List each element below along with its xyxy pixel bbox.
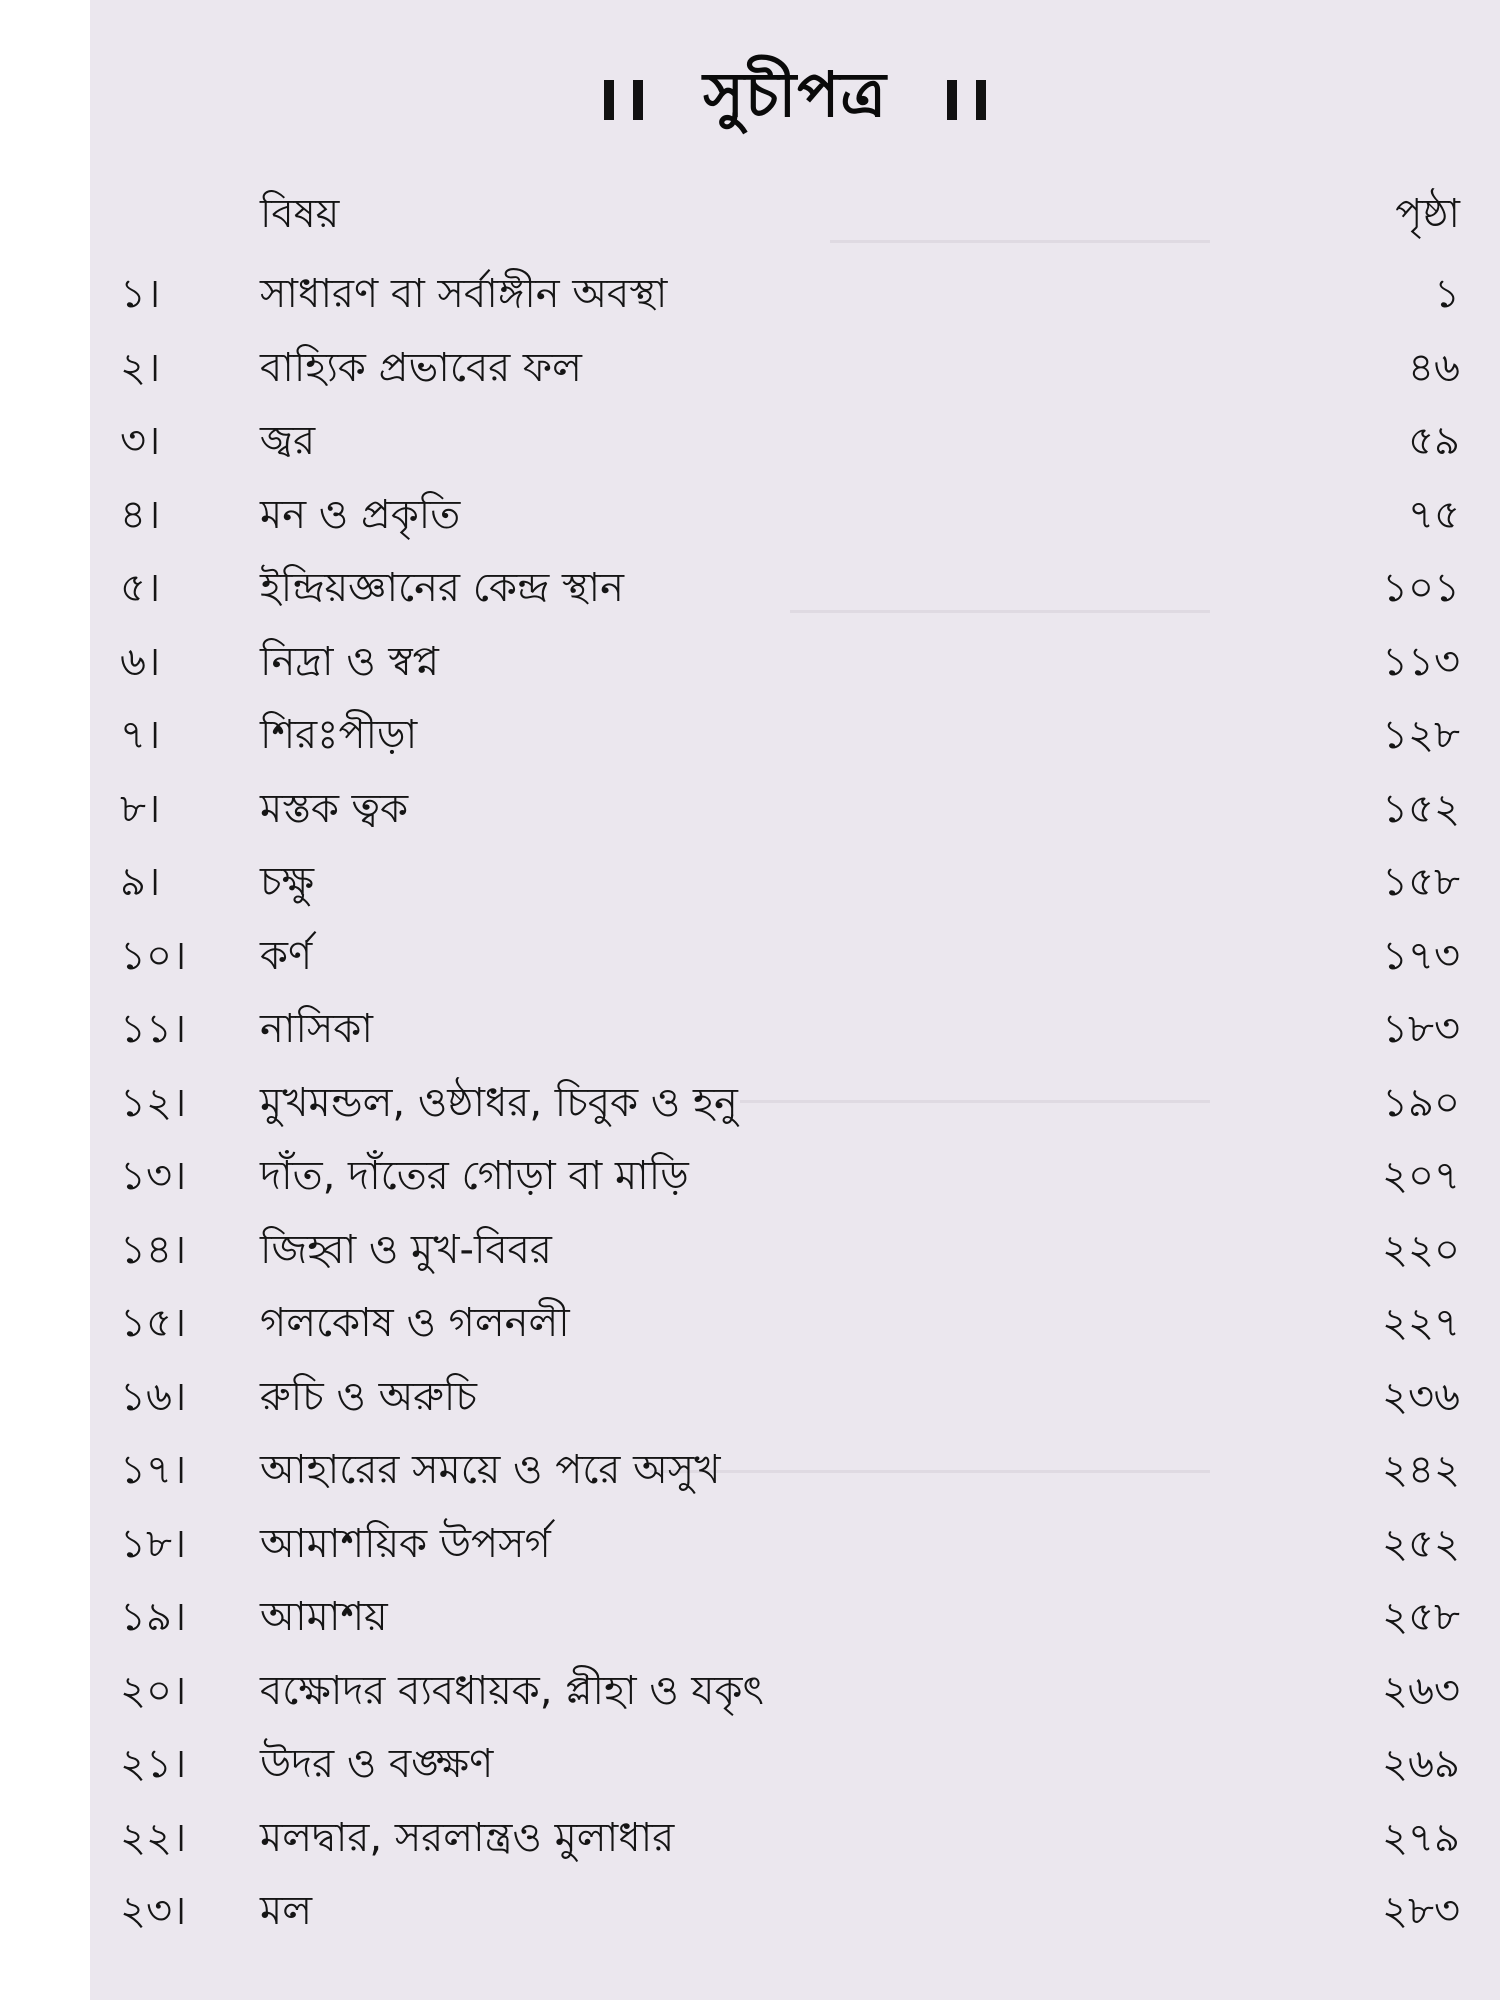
entry-page-number: ২২০ xyxy=(1381,1226,1460,1273)
entry-page-number: ১৭৩ xyxy=(1382,932,1460,979)
page-title-wrap xyxy=(90,48,1500,131)
entry-number: ৯। xyxy=(120,859,161,905)
entry-page-number: ১২৮ xyxy=(1382,712,1460,758)
page-title: সুচীপত্র xyxy=(703,58,887,131)
entry-page-number: ২৭৯ xyxy=(1382,1814,1460,1861)
entry-page-number: ২৬৯ xyxy=(1382,1741,1460,1787)
entry-number: ১০। xyxy=(120,932,187,979)
entry-label: গলকোষ ও গলনলী xyxy=(260,1300,570,1346)
entry-label: উদর ও বঙ্ক্ষণ xyxy=(260,1741,494,1787)
entry-label: আহারের সময়ে ও পরে অসুখ xyxy=(260,1447,721,1493)
entry-label: সাধারণ বা সর্বাঙ্গীন অবস্থা xyxy=(260,271,668,317)
entry-number: ২৩। xyxy=(120,1888,187,1934)
left-margin xyxy=(0,0,90,2000)
entry-label: শিরঃপীড়া xyxy=(260,712,418,758)
entry-label: মস্তক ত্বক xyxy=(260,785,409,832)
entry-page-number: ১৯০ xyxy=(1382,1079,1460,1126)
toc-entry xyxy=(90,1585,1500,1659)
toc-entry xyxy=(90,1218,1500,1292)
table-of-contents xyxy=(90,262,1500,1953)
page-column-header: পৃষ্ঠা xyxy=(1395,191,1460,237)
toc-entry xyxy=(90,1291,1500,1365)
entry-page-number: ২৫২ xyxy=(1382,1520,1460,1567)
entry-label: মুখমন্ডল, ওষ্ঠাধর, চিবুক ও হনু xyxy=(260,1079,738,1126)
entry-label: রুচি ও অরুচি xyxy=(260,1373,477,1420)
entry-label: মলদ্বার, সরলান্ত্রও মুলাধার xyxy=(260,1814,675,1861)
entry-number: ১২। xyxy=(120,1079,187,1126)
entry-label: মন ও প্রকৃতি xyxy=(260,491,461,538)
title-bar-decoration xyxy=(633,80,643,120)
entry-page-number: ১১৩ xyxy=(1382,638,1460,685)
entry-page-number: ২৬৩ xyxy=(1381,1667,1460,1714)
entry-number: ১৯। xyxy=(120,1594,187,1640)
toc-entry xyxy=(90,997,1500,1071)
toc-entry xyxy=(90,703,1500,777)
entry-label: চক্ষু xyxy=(260,859,314,905)
entry-label: বাহ্যিক প্রভাবের ফল xyxy=(260,344,582,391)
entry-number: ২১। xyxy=(120,1741,187,1787)
entry-page-number: ১৫৮ xyxy=(1382,859,1460,905)
entry-page-number: ১ xyxy=(1434,271,1460,317)
entry-label: জিহ্বা ও মুখ-বিবর xyxy=(260,1226,552,1273)
entry-number: ৮। xyxy=(120,785,161,832)
entry-number: ১৭। xyxy=(120,1447,187,1493)
entry-label: আমাশয়িক উপসর্গ xyxy=(260,1520,551,1567)
entry-label: ইন্দ্রিয়জ্ঞানের কেন্দ্র স্থান xyxy=(260,565,624,611)
entry-label: নিদ্রা ও স্বপ্ন xyxy=(260,638,440,685)
entry-number: ২। xyxy=(120,344,161,391)
subject-column-header: বিষয় xyxy=(260,191,340,237)
entry-label: বক্ষোদর ব্যবধায়ক, প্লীহা ও যকৃৎ xyxy=(260,1667,764,1714)
toc-entry xyxy=(90,1806,1500,1880)
document-page xyxy=(90,0,1500,2000)
entry-page-number: ৪৬ xyxy=(1408,344,1460,391)
entry-number: ১৬। xyxy=(120,1373,187,1420)
toc-entry xyxy=(90,1071,1500,1145)
entry-label: নাসিকা xyxy=(260,1006,373,1052)
entry-label: কর্ণ xyxy=(260,932,313,979)
title-bar-decoration xyxy=(604,80,614,120)
toc-entry xyxy=(90,262,1500,336)
entry-number: ৪। xyxy=(120,491,161,538)
toc-entry xyxy=(90,630,1500,704)
entry-page-number: ২৪২ xyxy=(1382,1447,1460,1493)
toc-entry xyxy=(90,777,1500,851)
entry-number: ৬। xyxy=(120,638,161,685)
title-bar-decoration xyxy=(947,80,957,120)
toc-entry xyxy=(90,1512,1500,1586)
entry-page-number: ৫৯ xyxy=(1408,418,1460,464)
title-bar-decoration xyxy=(976,80,986,120)
entry-page-number: ২০৭ xyxy=(1381,1153,1460,1199)
entry-label: দাঁত, দাঁতের গোড়া বা মাড়ি xyxy=(260,1153,689,1199)
toc-entry xyxy=(90,1438,1500,1512)
entry-number: ২২। xyxy=(120,1814,187,1861)
toc-entry xyxy=(90,409,1500,483)
toc-entry xyxy=(90,924,1500,998)
entry-label: মল xyxy=(260,1888,313,1934)
toc-entry xyxy=(90,1879,1500,1953)
entry-label: জ্বর xyxy=(260,418,316,464)
entry-page-number: ২২৭ xyxy=(1381,1300,1460,1346)
entry-number: ১৪। xyxy=(120,1226,187,1273)
entry-label: আমাশয় xyxy=(260,1594,388,1640)
toc-entry xyxy=(90,336,1500,410)
toc-entry xyxy=(90,483,1500,557)
entry-number: ৭। xyxy=(120,712,161,758)
entry-page-number: ১০১ xyxy=(1382,565,1460,611)
toc-entry xyxy=(90,556,1500,630)
toc-entry xyxy=(90,1659,1500,1733)
entry-number: ১৫। xyxy=(120,1300,187,1346)
entry-page-number: ১৮৩ xyxy=(1382,1006,1460,1052)
entry-number: ৫। xyxy=(120,565,161,611)
toc-entry xyxy=(90,1144,1500,1218)
toc-entry xyxy=(90,1732,1500,1806)
toc-entry xyxy=(90,1365,1500,1439)
entry-number: ১১। xyxy=(120,1006,187,1052)
toc-entry xyxy=(90,850,1500,924)
entry-number: ১৮। xyxy=(120,1520,187,1567)
entry-page-number: ১৫২ xyxy=(1382,785,1460,832)
entry-number: ২০। xyxy=(120,1667,187,1714)
entry-page-number: ২৩৬ xyxy=(1381,1373,1460,1420)
entry-number: ১। xyxy=(120,271,161,317)
entry-number: ১৩। xyxy=(120,1153,187,1199)
entry-page-number: ৭৫ xyxy=(1408,491,1460,538)
entry-page-number: ২৮৩ xyxy=(1382,1888,1460,1934)
entry-page-number: ২৫৮ xyxy=(1382,1594,1460,1640)
entry-number: ৩। xyxy=(120,418,161,464)
